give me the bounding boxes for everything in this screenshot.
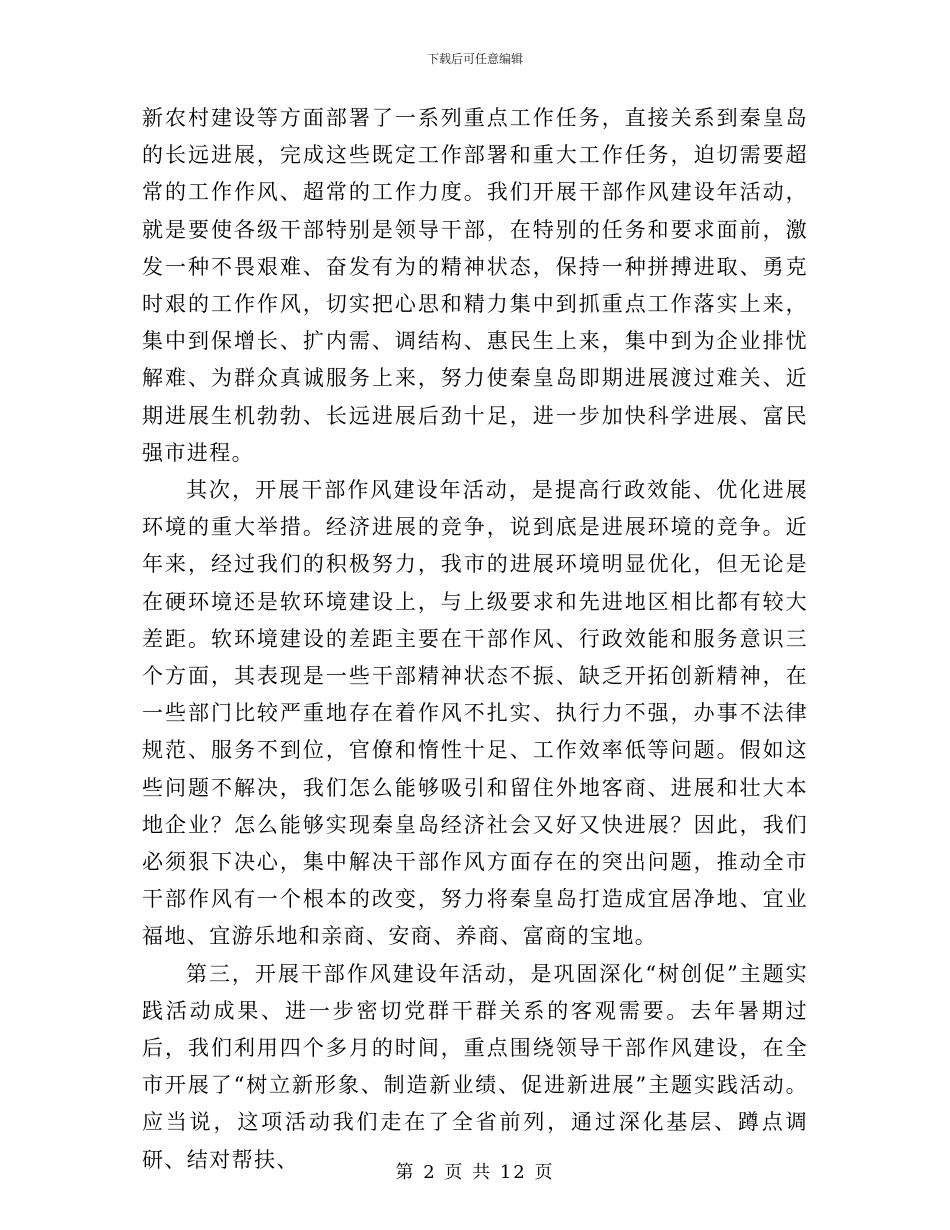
page-header-note: 下载后可任意编辑 [426, 52, 523, 66]
page-number: 第 2 页 共 12 页 [395, 1162, 555, 1183]
paragraph-2: 其次，开展干部作风建设年活动，是提高行政效能、优化进展环境的重大举措。经济进展的竞争，说到底是进展环境的竞争。近年来，经过我们的积极努力，我市的进展环境明显优化，但无论是在硬环境还是软环境建设上，与上级要求和先进地区相比都有较大差距。软环境建设的差距主要在干部作风、行政效能和服务意识三个方面，其表现是一些干部精神状态不振、缺乏开拓创新精神，在一些部门比较严重地存在着作风不扎实、执行力不强，办事不法律规范、服务不到位，官僚和惰性十足、工作效率低等问题。假如这些问题不解决，我们怎么能够吸引和留住外地客商、进展和壮大本地企业？怎么能够实现秦皇岛经济社会又好又快进展？因此，我们必须狠下决心，集中解决干部作风方面存在的突出问题，推动全市干部作风有一个根本的改变，努力将秦皇岛打造成宜居净地、宜业福地、宜游乐地和亲商、安商、养商、富商的宝地。 [142, 478, 808, 949]
paragraph-1: 新农村建设等方面部署了一系列重点工作任务，直接关系到秦皇岛的长远进展，完成这些既定工作部署和重大工作任务，迫切需要超常的工作作风、超常的工作力度。我们开展干部作风建设年活动，就是要使各级干部特别是领导干部，在特别的任务和要求面前，激发一种不畏艰难、奋发有为的精神状态，保持一种拼搏进取、勇克时艰的工作作风，切实把心思和精力集中到抓重点工作落实上来，集中到保增长、扩内需、调结构、惠民生上来，集中到为企业排忧解难、为群众真诚服务上来，努力使秦皇岛即期进展渡过难关、近期进展生机勃勃、长远进展后劲十足，进一步加快科学进展、富民强市进程。 [142, 106, 808, 465]
paragraph-3: 第三，开展干部作风建设年活动，是巩固深化“树创促”主题实践活动成果、进一步密切党群干群关系的客观需要。去年暑期过后，我们利用四个多月的时间，重点围绕领导干部作风建设，在全市开展了“树立新形象、制造新业绩、促进新进展”主题实践活动。应当说，这项活动我们走在了全省前列，通过深化基层、蹲点调研、结对帮扶、 [142, 961, 808, 1172]
document-body [142, 100, 808, 1179]
